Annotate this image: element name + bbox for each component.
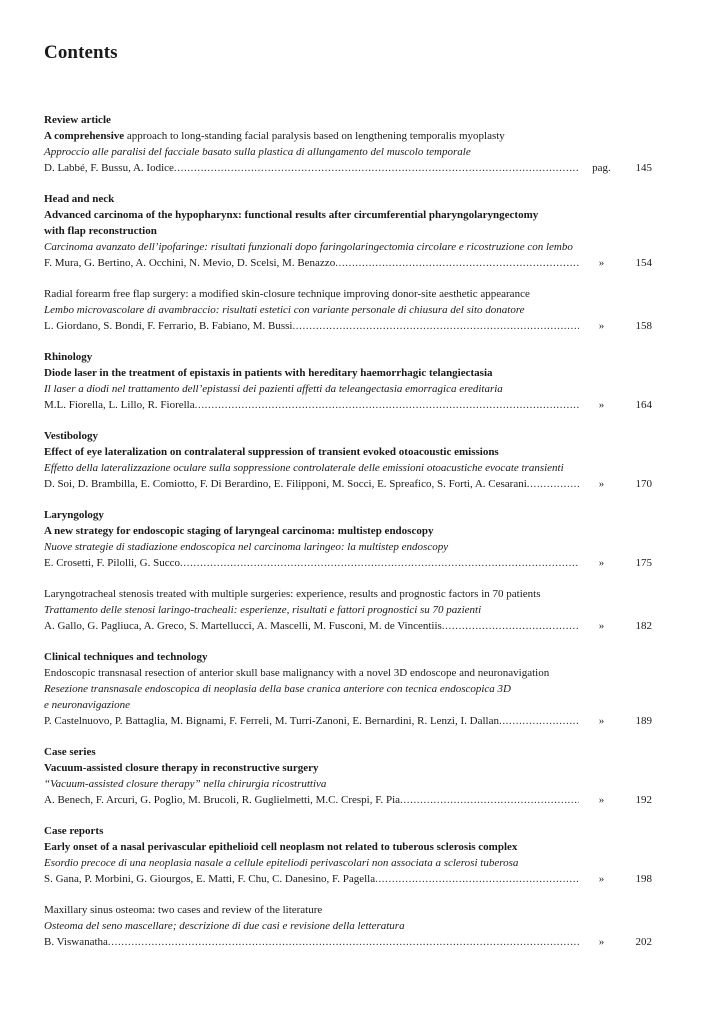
page-number: 154 [635, 257, 652, 269]
toc-entry [44, 207, 652, 271]
dot-leader [375, 871, 579, 887]
entry-authors: S. Gana, P. Morbini, G. Giourgos, E. Matti, F. Chu, C. Danesino, F. Pagella [44, 873, 376, 885]
toc-entry [44, 586, 652, 634]
dot-leader [442, 618, 579, 634]
entry-italian-title: Effetto della lateralizzazione oculare sulla soppressione controlaterale delle emissioni otoacustiche evocate transienti [44, 462, 564, 474]
toc-section [44, 823, 652, 950]
entry-authors-row [44, 713, 652, 729]
toc-entry [44, 286, 652, 334]
entry-italian-title: Il laser a diodi nel trattamento dell’epistassi dei pazienti affetti da teleangectasia emorragica ereditaria [44, 383, 503, 395]
toc-entry [44, 444, 652, 492]
page-prefix: » [598, 399, 605, 411]
toc-section [44, 191, 652, 334]
toc-entry [44, 365, 652, 413]
toc-entry [44, 902, 652, 950]
page-prefix: » [598, 478, 605, 490]
page-number: 145 [635, 162, 652, 174]
page-prefix: » [598, 257, 605, 269]
entry-title: Radial forearm free flap surgery: a modified skin-closure technique improving donor-site aesthetic appearance [44, 288, 530, 300]
authors-wrap [44, 255, 579, 271]
toc-section [44, 507, 652, 634]
entry-authors-row [44, 555, 652, 571]
page-number: 158 [635, 320, 652, 332]
toc-entry [44, 760, 652, 808]
dot-leader [180, 555, 579, 571]
toc-section [44, 649, 652, 729]
dot-leader [108, 934, 579, 950]
toc-entry [44, 665, 652, 729]
entry-italian-title: Osteoma del seno mascellare; descrizione di due casi e revisione della letteratura [44, 920, 405, 932]
page-prefix: » [598, 557, 605, 569]
toc-entry [44, 523, 652, 571]
toc-section [44, 112, 652, 176]
dot-leader [292, 318, 579, 334]
entry-authors-row [44, 871, 652, 887]
entry-authors: A. Benech, F. Arcuri, G. Poglio, M. Brucoli, R. Guglielmetti, M.C. Crespi, F. Pia [44, 794, 401, 806]
entry-authors: D. Labbé, F. Bussu, A. Iodice [44, 162, 174, 174]
entry-title-rest: approach to long-standing facial paralysis based on lengthening temporalis myoplasty [124, 130, 505, 142]
toc-section [44, 349, 652, 413]
entry-authors: A. Gallo, G. Pagliuca, A. Greco, S. Martellucci, A. Mascelli, M. Fusconi, M. de Vincentiis [44, 620, 442, 632]
entry-authors: M.L. Fiorella, L. Lillo, R. Fiorella [44, 399, 195, 411]
entry-authors-row [44, 318, 652, 334]
page-number: 198 [635, 873, 652, 885]
entry-italian-title: “Vacuum-assisted closure therapy” nella chirurgia ricostruttiva [44, 778, 327, 790]
page-number: 182 [635, 620, 652, 632]
entry-authors-row [44, 792, 652, 808]
dot-leader [400, 792, 579, 808]
page-prefix: » [598, 794, 605, 806]
page-number: 164 [635, 399, 652, 411]
section-heading: Review article [44, 114, 111, 126]
authors-wrap [44, 792, 579, 808]
entry-italian-title: Esordio precoce di una neoplasia nasale a cellule epiteliodi perivascolari non associata a sclerosi tuberosa [44, 857, 519, 869]
section-heading: Head and neck [44, 193, 115, 205]
page-prefix: pag. [592, 162, 611, 174]
entry-italian-title: Nuove strategie di stadiazione endoscopica nel carcinoma laringeo: la multistep endoscopy [44, 541, 449, 553]
entry-title: Advanced carcinoma of the hypopharynx: functional results after circumferential pharyngolaryngectomy [44, 209, 539, 221]
entry-italian-title: Resezione transnasale endoscopica di neoplasia della base cranica anteriore con tecnica endoscopica 3D [44, 683, 511, 695]
entry-title: Early onset of a nasal perivascular epithelioid cell neoplasm not related to tuberous sclerosis complex [44, 841, 518, 853]
entry-authors-row [44, 397, 652, 413]
entry-title [44, 128, 652, 144]
table-of-contents [44, 112, 652, 965]
authors-wrap [44, 555, 579, 571]
dot-leader [335, 255, 579, 271]
page-title: Contents [44, 42, 118, 63]
authors-wrap [44, 476, 579, 492]
entry-italian-title: Approccio alle paralisi del facciale basato sulla plastica di allungamento del muscolo temporale [44, 146, 471, 158]
entry-title: Diode laser in the treatment of epistaxis in patients with hereditary haemorrhagic telangiectasia [44, 367, 493, 379]
page-prefix: » [598, 936, 605, 948]
page-number: 189 [635, 715, 652, 727]
entry-authors: B. Viswanatha [44, 936, 108, 948]
authors-wrap [44, 397, 579, 413]
authors-wrap [44, 713, 579, 729]
entry-authors: F. Mura, G. Bertino, A. Occhini, N. Mevio, D. Scelsi, M. Benazzo [44, 257, 336, 269]
entry-authors-row [44, 934, 652, 950]
entry-italian-title-continued: e neuronavigazione [44, 699, 131, 711]
toc-entry [44, 128, 652, 176]
entry-authors: L. Giordano, S. Bondi, F. Ferrario, B. Fabiano, M. Bussi [44, 320, 293, 332]
authors-wrap [44, 871, 579, 887]
entry-title: Maxillary sinus osteoma: two cases and review of the literature [44, 904, 323, 916]
authors-wrap [44, 160, 579, 176]
entry-title-bold: A comprehensive [44, 130, 125, 142]
page-number: 192 [635, 794, 652, 806]
section-heading: Clinical techniques and technology [44, 651, 208, 663]
entry-italian-title: Lembo microvascolare di avambraccio: risultati estetici con variante personale di chiusura del sito donatore [44, 304, 525, 316]
authors-wrap [44, 618, 579, 634]
page-prefix: » [598, 715, 605, 727]
entry-authors-row [44, 618, 652, 634]
section-heading: Laryngology [44, 509, 104, 521]
entry-authors-row [44, 476, 652, 492]
authors-wrap [44, 934, 579, 950]
entry-title: Effect of eye lateralization on contralateral suppression of transient evoked otoacoustic emissions [44, 446, 499, 458]
entry-authors: D. Soi, D. Brambilla, E. Comiotto, F. Di Berardino, E. Filipponi, M. Socci, E. Spreafico, S. Forti, A. Cesarani [44, 478, 527, 490]
section-heading: Case series [44, 746, 96, 758]
entry-italian-title: Carcinoma avanzato dell’ipofaringe: risultati funzionali dopo faringolaringectomia circolare e ricostruzione con lembo [44, 241, 573, 253]
page-number: 170 [635, 478, 652, 490]
entry-italian-title: Trattamento delle stenosi laringo-tracheali: esperienze, risultati e fattori prognostici su 70 pazienti [44, 604, 482, 616]
page-prefix: » [598, 873, 605, 885]
dot-leader [174, 160, 579, 176]
entry-authors: E. Crosetti, F. Pilolli, G. Succo [44, 557, 181, 569]
section-heading: Case reports [44, 825, 104, 837]
entry-title: Endoscopic transnasal resection of anterior skull base malignancy with a novel 3D endoscope and neuronavigation [44, 667, 550, 679]
toc-section [44, 744, 652, 808]
page-number: 202 [635, 936, 652, 948]
dot-leader [499, 713, 579, 729]
entry-title: A new strategy for endoscopic staging of laryngeal carcinoma: multistep endoscopy [44, 525, 434, 537]
entry-authors: P. Castelnuovo, P. Battaglia, M. Bignami, F. Ferreli, M. Turri-Zanoni, E. Bernardini, R. Lenzi, I. Dallan [44, 715, 499, 727]
toc-section [44, 428, 652, 492]
entry-authors-row [44, 160, 652, 176]
page-prefix: » [598, 320, 605, 332]
section-heading: Vestibology [44, 430, 98, 442]
authors-wrap [44, 318, 579, 334]
dot-leader [527, 476, 579, 492]
entry-title-continued: with flap reconstruction [44, 225, 157, 237]
entry-authors-row [44, 255, 652, 271]
page-prefix: » [598, 620, 605, 632]
entry-title: Vacuum-assisted closure therapy in reconstructive surgery [44, 762, 319, 774]
page-number: 175 [635, 557, 652, 569]
entry-title: Laryngotracheal stenosis treated with multiple surgeries: experience, results and prognostic factors in 70 patients [44, 588, 541, 600]
toc-entry [44, 839, 652, 887]
section-heading: Rhinology [44, 351, 93, 363]
dot-leader [195, 397, 579, 413]
